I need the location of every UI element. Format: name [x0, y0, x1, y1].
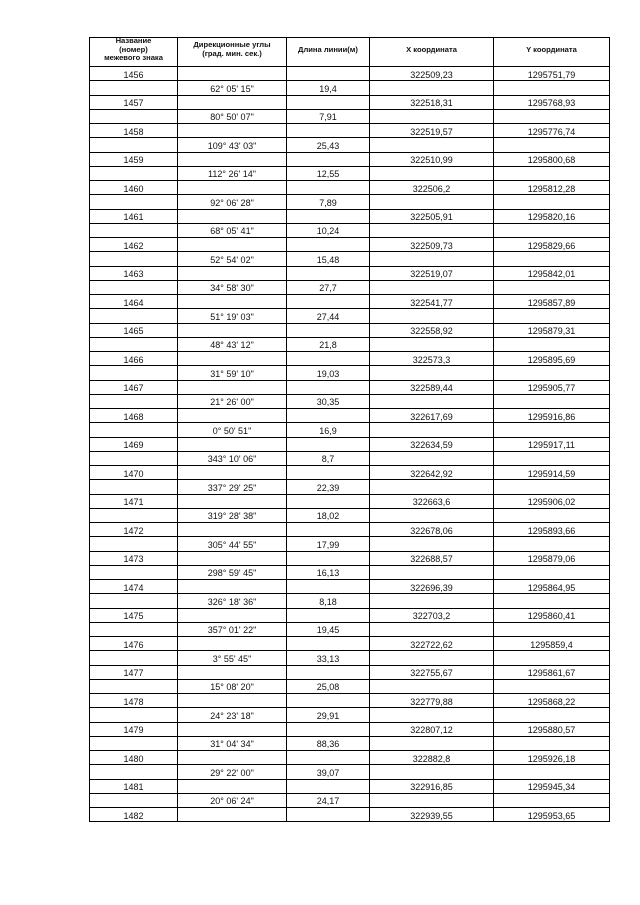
line-length-cell: 33,13	[287, 651, 370, 665]
line-length-cell: 25,43	[287, 138, 370, 152]
x-coordinate-cell: 322642,92	[370, 466, 494, 480]
empty-cell	[90, 423, 178, 437]
y-coordinate-cell: 1295880,57	[494, 723, 610, 737]
empty-cell	[494, 224, 610, 238]
empty-cell	[370, 167, 494, 181]
y-coordinate-cell: 1295751,79	[494, 67, 610, 81]
header-line: Название	[115, 38, 152, 46]
empty-cell	[90, 167, 178, 181]
empty-cell	[370, 480, 494, 494]
line-length-cell: 27,7	[287, 281, 370, 295]
header-line: межевого знака	[104, 53, 163, 63]
line-length-cell: 19,03	[287, 366, 370, 380]
line-length-cell: 12,55	[287, 167, 370, 181]
empty-cell	[370, 309, 494, 323]
empty-cell	[90, 708, 178, 722]
line-length-cell: 18,02	[287, 509, 370, 523]
line-length-cell: 25,08	[287, 680, 370, 694]
mark-name-cell: 1480	[90, 751, 178, 765]
y-coordinate-cell: 1295906,02	[494, 495, 610, 509]
direction-angle-cell: 298° 59' 45"	[178, 566, 287, 580]
mark-name-cell: 1463	[90, 267, 178, 281]
empty-cell	[178, 352, 287, 366]
y-coordinate-cell: 1295861,67	[494, 666, 610, 680]
empty-cell	[370, 423, 494, 437]
empty-cell	[494, 138, 610, 152]
mark-name-cell: 1472	[90, 523, 178, 537]
empty-cell	[370, 765, 494, 779]
empty-cell	[287, 96, 370, 110]
empty-cell	[494, 794, 610, 808]
mark-name-cell: 1459	[90, 153, 178, 167]
empty-cell	[287, 523, 370, 537]
mark-name-cell: 1481	[90, 780, 178, 794]
empty-cell	[90, 594, 178, 608]
empty-cell	[287, 694, 370, 708]
empty-cell	[178, 210, 287, 224]
empty-cell	[494, 366, 610, 380]
direction-angle-cell: 51° 19' 03"	[178, 309, 287, 323]
empty-cell	[287, 324, 370, 338]
empty-cell	[287, 780, 370, 794]
line-length-cell: 8,18	[287, 594, 370, 608]
empty-cell	[287, 124, 370, 138]
y-coordinate-cell: 1295864,95	[494, 580, 610, 594]
x-coordinate-cell: 322519,57	[370, 124, 494, 138]
empty-cell	[90, 509, 178, 523]
line-length-cell: 17,99	[287, 537, 370, 551]
empty-cell	[287, 352, 370, 366]
empty-cell	[370, 281, 494, 295]
y-coordinate-cell: 1295945,34	[494, 780, 610, 794]
mark-name-cell: 1476	[90, 637, 178, 651]
x-coordinate-cell: 322519,07	[370, 267, 494, 281]
empty-cell	[494, 765, 610, 779]
x-coordinate-cell: 322755,67	[370, 666, 494, 680]
empty-cell	[90, 623, 178, 637]
empty-cell	[287, 808, 370, 822]
empty-cell	[287, 153, 370, 167]
empty-cell	[287, 751, 370, 765]
line-length-cell: 19,45	[287, 623, 370, 637]
empty-cell	[90, 309, 178, 323]
empty-cell	[494, 566, 610, 580]
empty-cell	[370, 338, 494, 352]
empty-cell	[494, 737, 610, 751]
empty-cell	[90, 252, 178, 266]
empty-cell	[178, 324, 287, 338]
x-coordinate-cell: 322779,88	[370, 694, 494, 708]
empty-cell	[90, 81, 178, 95]
x-coordinate-cell: 322882,8	[370, 751, 494, 765]
empty-cell	[494, 708, 610, 722]
empty-cell	[287, 609, 370, 623]
line-length-cell: 24,17	[287, 794, 370, 808]
line-length-cell: 29,91	[287, 708, 370, 722]
line-length-cell: 15,48	[287, 252, 370, 266]
x-coordinate-cell: 322916,85	[370, 780, 494, 794]
empty-cell	[178, 438, 287, 452]
header-line: Y координата	[526, 44, 577, 54]
empty-cell	[370, 366, 494, 380]
empty-cell	[370, 195, 494, 209]
empty-cell	[178, 381, 287, 395]
empty-cell	[494, 480, 610, 494]
y-coordinate-cell: 1295893,66	[494, 523, 610, 537]
empty-cell	[287, 267, 370, 281]
line-length-cell: 88,36	[287, 737, 370, 751]
header-line: Дирекционные углы	[193, 40, 271, 50]
x-coordinate-cell: 322510,99	[370, 153, 494, 167]
empty-cell	[287, 466, 370, 480]
empty-cell	[90, 195, 178, 209]
empty-cell	[494, 537, 610, 551]
line-length-cell: 19,4	[287, 81, 370, 95]
empty-cell	[90, 566, 178, 580]
y-coordinate-cell: 1295868,22	[494, 694, 610, 708]
mark-name-cell: 1461	[90, 210, 178, 224]
x-coordinate-cell: 322688,57	[370, 552, 494, 566]
empty-cell	[90, 366, 178, 380]
x-coordinate-cell: 322541,77	[370, 295, 494, 309]
direction-angle-cell: 326° 18' 36"	[178, 594, 287, 608]
mark-name-cell: 1465	[90, 324, 178, 338]
empty-cell	[287, 67, 370, 81]
mark-name-cell: 1477	[90, 666, 178, 680]
empty-cell	[494, 423, 610, 437]
empty-cell	[178, 96, 287, 110]
empty-cell	[370, 794, 494, 808]
header-mark-name	[90, 38, 178, 67]
empty-cell	[90, 737, 178, 751]
line-length-cell: 39,07	[287, 765, 370, 779]
x-coordinate-cell: 322617,69	[370, 409, 494, 423]
y-coordinate-cell: 1295879,31	[494, 324, 610, 338]
empty-cell	[494, 110, 610, 124]
empty-cell	[370, 110, 494, 124]
empty-cell	[90, 338, 178, 352]
empty-cell	[178, 523, 287, 537]
y-coordinate-cell: 1295917,11	[494, 438, 610, 452]
empty-cell	[494, 81, 610, 95]
direction-angle-cell: 343° 10' 06"	[178, 452, 287, 466]
empty-cell	[494, 395, 610, 409]
line-length-cell: 27,44	[287, 309, 370, 323]
y-coordinate-cell: 1295768,93	[494, 96, 610, 110]
y-coordinate-cell: 1295926,18	[494, 751, 610, 765]
header-line: Длина линии(м)	[298, 44, 358, 54]
empty-cell	[287, 210, 370, 224]
direction-angle-cell: 29° 22' 00"	[178, 765, 287, 779]
header-line: (номер)	[119, 44, 148, 54]
empty-cell	[90, 680, 178, 694]
line-length-cell: 8,7	[287, 452, 370, 466]
empty-cell	[370, 708, 494, 722]
y-coordinate-cell: 1295857,89	[494, 295, 610, 309]
empty-cell	[287, 181, 370, 195]
empty-cell	[370, 566, 494, 580]
line-length-cell: 21,8	[287, 338, 370, 352]
mark-name-cell: 1457	[90, 96, 178, 110]
mark-name-cell: 1464	[90, 295, 178, 309]
x-coordinate-cell: 322807,12	[370, 723, 494, 737]
direction-angle-cell: 109° 43' 03"	[178, 138, 287, 152]
direction-angle-cell: 48° 43' 12"	[178, 338, 287, 352]
empty-cell	[90, 395, 178, 409]
empty-cell	[287, 637, 370, 651]
empty-cell	[178, 238, 287, 252]
y-coordinate-cell: 1295879,06	[494, 552, 610, 566]
direction-angle-cell: 31° 04' 34"	[178, 737, 287, 751]
empty-cell	[370, 138, 494, 152]
y-coordinate-cell: 1295953,65	[494, 808, 610, 822]
mark-name-cell: 1462	[90, 238, 178, 252]
x-coordinate-cell: 322663,6	[370, 495, 494, 509]
mark-name-cell: 1467	[90, 381, 178, 395]
direction-angle-cell: 112° 26' 14"	[178, 167, 287, 181]
empty-cell	[287, 381, 370, 395]
y-coordinate-cell: 1295859,4	[494, 637, 610, 651]
empty-cell	[178, 124, 287, 138]
direction-angle-cell: 31° 59' 10"	[178, 366, 287, 380]
empty-cell	[90, 224, 178, 238]
line-length-cell: 10,24	[287, 224, 370, 238]
direction-angle-cell: 337° 29' 25"	[178, 480, 287, 494]
empty-cell	[494, 252, 610, 266]
empty-cell	[178, 552, 287, 566]
empty-cell	[287, 552, 370, 566]
y-coordinate-cell: 1295800,68	[494, 153, 610, 167]
x-coordinate-cell: 322939,55	[370, 808, 494, 822]
y-coordinate-cell: 1295829,66	[494, 238, 610, 252]
empty-cell	[494, 338, 610, 352]
empty-cell	[494, 452, 610, 466]
empty-cell	[370, 623, 494, 637]
header-line-length	[287, 38, 370, 67]
empty-cell	[287, 580, 370, 594]
direction-angle-cell: 34° 58' 30"	[178, 281, 287, 295]
x-coordinate-cell: 322505,91	[370, 210, 494, 224]
empty-cell	[90, 452, 178, 466]
mark-name-cell: 1458	[90, 124, 178, 138]
mark-name-cell: 1482	[90, 808, 178, 822]
empty-cell	[178, 808, 287, 822]
empty-cell	[178, 666, 287, 680]
empty-cell	[90, 110, 178, 124]
mark-name-cell: 1469	[90, 438, 178, 452]
empty-cell	[90, 794, 178, 808]
mark-name-cell: 1473	[90, 552, 178, 566]
empty-cell	[178, 694, 287, 708]
mark-name-cell: 1471	[90, 495, 178, 509]
direction-angle-cell: 24° 23' 18"	[178, 708, 287, 722]
y-coordinate-cell: 1295860,41	[494, 609, 610, 623]
x-coordinate-cell: 322634,59	[370, 438, 494, 452]
x-coordinate-cell: 322573,3	[370, 352, 494, 366]
direction-angle-cell: 68° 05' 41"	[178, 224, 287, 238]
empty-cell	[494, 281, 610, 295]
empty-cell	[287, 409, 370, 423]
line-length-cell: 7,89	[287, 195, 370, 209]
empty-cell	[90, 765, 178, 779]
empty-cell	[90, 138, 178, 152]
mark-name-cell: 1475	[90, 609, 178, 623]
mark-name-cell: 1460	[90, 181, 178, 195]
direction-angle-cell: 21° 26' 00"	[178, 395, 287, 409]
empty-cell	[494, 167, 610, 181]
empty-cell	[178, 153, 287, 167]
direction-angle-cell: 20° 06' 24"	[178, 794, 287, 808]
empty-cell	[287, 238, 370, 252]
x-coordinate-cell: 322518,31	[370, 96, 494, 110]
empty-cell	[178, 181, 287, 195]
direction-angle-cell: 80° 50' 07"	[178, 110, 287, 124]
empty-cell	[370, 537, 494, 551]
empty-cell	[287, 438, 370, 452]
header-direction-angle	[178, 38, 287, 67]
y-coordinate-cell: 1295812,28	[494, 181, 610, 195]
empty-cell	[494, 651, 610, 665]
header-line: (град. мин. сек.)	[202, 49, 262, 58]
direction-angle-cell: 305° 44' 55"	[178, 537, 287, 551]
x-coordinate-cell: 322509,23	[370, 67, 494, 81]
x-coordinate-cell: 322589,44	[370, 381, 494, 395]
mark-name-cell: 1470	[90, 466, 178, 480]
direction-angle-cell: 3° 55' 45"	[178, 651, 287, 665]
x-coordinate-cell: 322558,92	[370, 324, 494, 338]
y-coordinate-cell: 1295914,59	[494, 466, 610, 480]
empty-cell	[370, 594, 494, 608]
empty-cell	[494, 594, 610, 608]
mark-name-cell: 1479	[90, 723, 178, 737]
empty-cell	[178, 409, 287, 423]
y-coordinate-cell: 1295842,01	[494, 267, 610, 281]
mark-name-cell: 1478	[90, 694, 178, 708]
empty-cell	[494, 195, 610, 209]
empty-cell	[370, 452, 494, 466]
empty-cell	[90, 651, 178, 665]
header-line: X координата	[406, 44, 457, 54]
empty-cell	[178, 723, 287, 737]
empty-cell	[178, 637, 287, 651]
empty-cell	[370, 651, 494, 665]
empty-cell	[370, 509, 494, 523]
x-coordinate-cell: 322696,39	[370, 580, 494, 594]
empty-cell	[370, 680, 494, 694]
mark-name-cell: 1466	[90, 352, 178, 366]
empty-cell	[90, 281, 178, 295]
empty-cell	[287, 666, 370, 680]
line-length-cell: 30,35	[287, 395, 370, 409]
empty-cell	[178, 609, 287, 623]
x-coordinate-cell: 322678,06	[370, 523, 494, 537]
empty-cell	[287, 295, 370, 309]
empty-cell	[494, 509, 610, 523]
empty-cell	[287, 495, 370, 509]
empty-cell	[178, 295, 287, 309]
empty-cell	[178, 495, 287, 509]
empty-cell	[370, 81, 494, 95]
mark-name-cell: 1456	[90, 67, 178, 81]
mark-name-cell: 1474	[90, 580, 178, 594]
line-length-cell: 22,39	[287, 480, 370, 494]
empty-cell	[287, 723, 370, 737]
direction-angle-cell: 357° 01' 22"	[178, 623, 287, 637]
direction-angle-cell: 62° 05' 15"	[178, 81, 287, 95]
mark-name-cell: 1468	[90, 409, 178, 423]
coordinates-table	[89, 37, 610, 822]
y-coordinate-cell: 1295895,69	[494, 352, 610, 366]
y-coordinate-cell: 1295905,77	[494, 381, 610, 395]
empty-cell	[90, 480, 178, 494]
line-length-cell: 7,91	[287, 110, 370, 124]
y-coordinate-cell: 1295916,86	[494, 409, 610, 423]
empty-cell	[494, 623, 610, 637]
y-coordinate-cell: 1295776,74	[494, 124, 610, 138]
empty-cell	[178, 267, 287, 281]
empty-cell	[178, 751, 287, 765]
header-x-coordinate	[370, 38, 494, 67]
empty-cell	[178, 580, 287, 594]
line-length-cell: 16,13	[287, 566, 370, 580]
direction-angle-cell: 319° 28' 38"	[178, 509, 287, 523]
x-coordinate-cell: 322509,73	[370, 238, 494, 252]
direction-angle-cell: 0° 50' 51"	[178, 423, 287, 437]
empty-cell	[178, 466, 287, 480]
empty-cell	[494, 309, 610, 323]
empty-cell	[178, 67, 287, 81]
x-coordinate-cell: 322703,2	[370, 609, 494, 623]
empty-cell	[370, 395, 494, 409]
empty-cell	[370, 224, 494, 238]
direction-angle-cell: 52° 54' 02"	[178, 252, 287, 266]
empty-cell	[370, 252, 494, 266]
empty-cell	[370, 737, 494, 751]
x-coordinate-cell: 322506,2	[370, 181, 494, 195]
x-coordinate-cell: 322722,62	[370, 637, 494, 651]
empty-cell	[90, 537, 178, 551]
line-length-cell: 16,9	[287, 423, 370, 437]
empty-cell	[494, 680, 610, 694]
header-y-coordinate	[494, 38, 610, 67]
direction-angle-cell: 92° 06' 28"	[178, 195, 287, 209]
empty-cell	[178, 780, 287, 794]
direction-angle-cell: 15° 08' 20"	[178, 680, 287, 694]
y-coordinate-cell: 1295820,16	[494, 210, 610, 224]
